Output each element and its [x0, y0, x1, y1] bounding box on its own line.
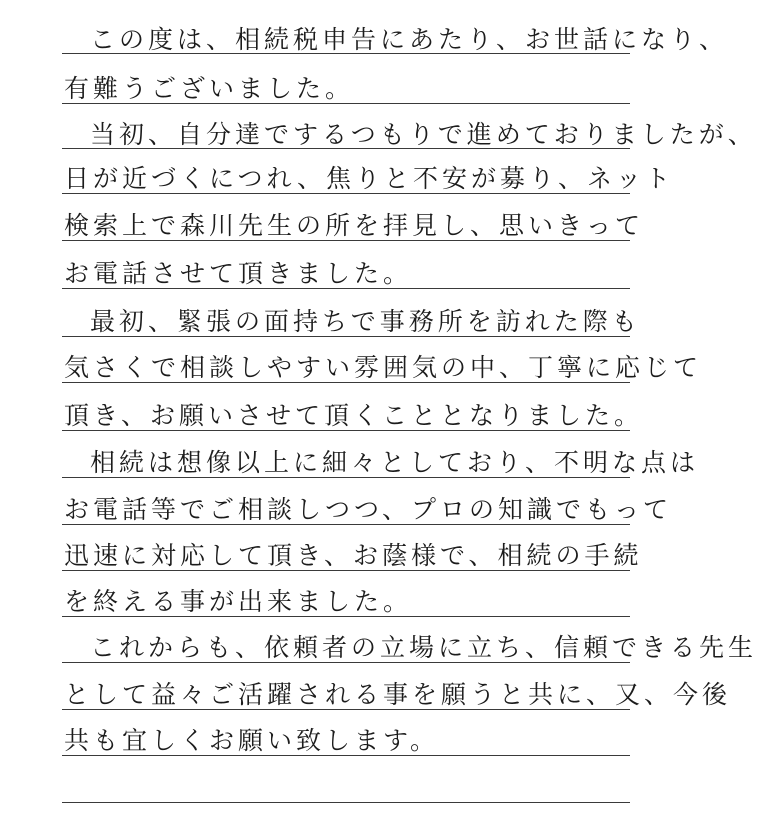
letter-line-2: 有難うございました。: [64, 74, 355, 103]
letter-line-15: として益々ご活躍される事を願うと共に、又、今後: [64, 680, 732, 709]
letter-line-5: 検索上で森川先生の所を拝見し、思いきって: [64, 211, 645, 240]
letter-line-16: 共も宜しくお願い致します。: [64, 726, 440, 755]
letter-line-3: 当初、自分達でするつもりで進めておりましたが、: [90, 120, 757, 149]
letter-line-1: この度は、相続税申告にあたり、お世話になり、: [90, 25, 729, 54]
letter-line-14: これからも、依頼者の立場に立ち、信頼できる先生: [90, 633, 757, 662]
letter-line-4: 日が近づくにつれ、焦りと不安が募り、ネット: [64, 164, 675, 193]
letter-line-10: 相続は想像以上に細々としており、不明な点は: [90, 448, 700, 477]
letter-line-7: 最初、緊張の面持ちで事務所を訪れた際も: [90, 307, 641, 336]
letter-line-12: 迅速に対応して頂き、お蔭様で、相続の手続: [64, 541, 643, 570]
ruled-line: [62, 802, 630, 803]
letter-line-11: お電話等でご相談しつつ、プロの知識でもって: [64, 495, 673, 524]
letter-line-6: お電話させて頂きました。: [64, 259, 413, 288]
letter-line-9: 頂き、お願いさせて頂くこととなりました。: [64, 401, 644, 430]
letter-line-8: 気さくで相談しやすい雰囲気の中、丁寧に応じて: [64, 353, 703, 382]
letter-line-13: を終える事が出来ました。: [64, 587, 413, 616]
